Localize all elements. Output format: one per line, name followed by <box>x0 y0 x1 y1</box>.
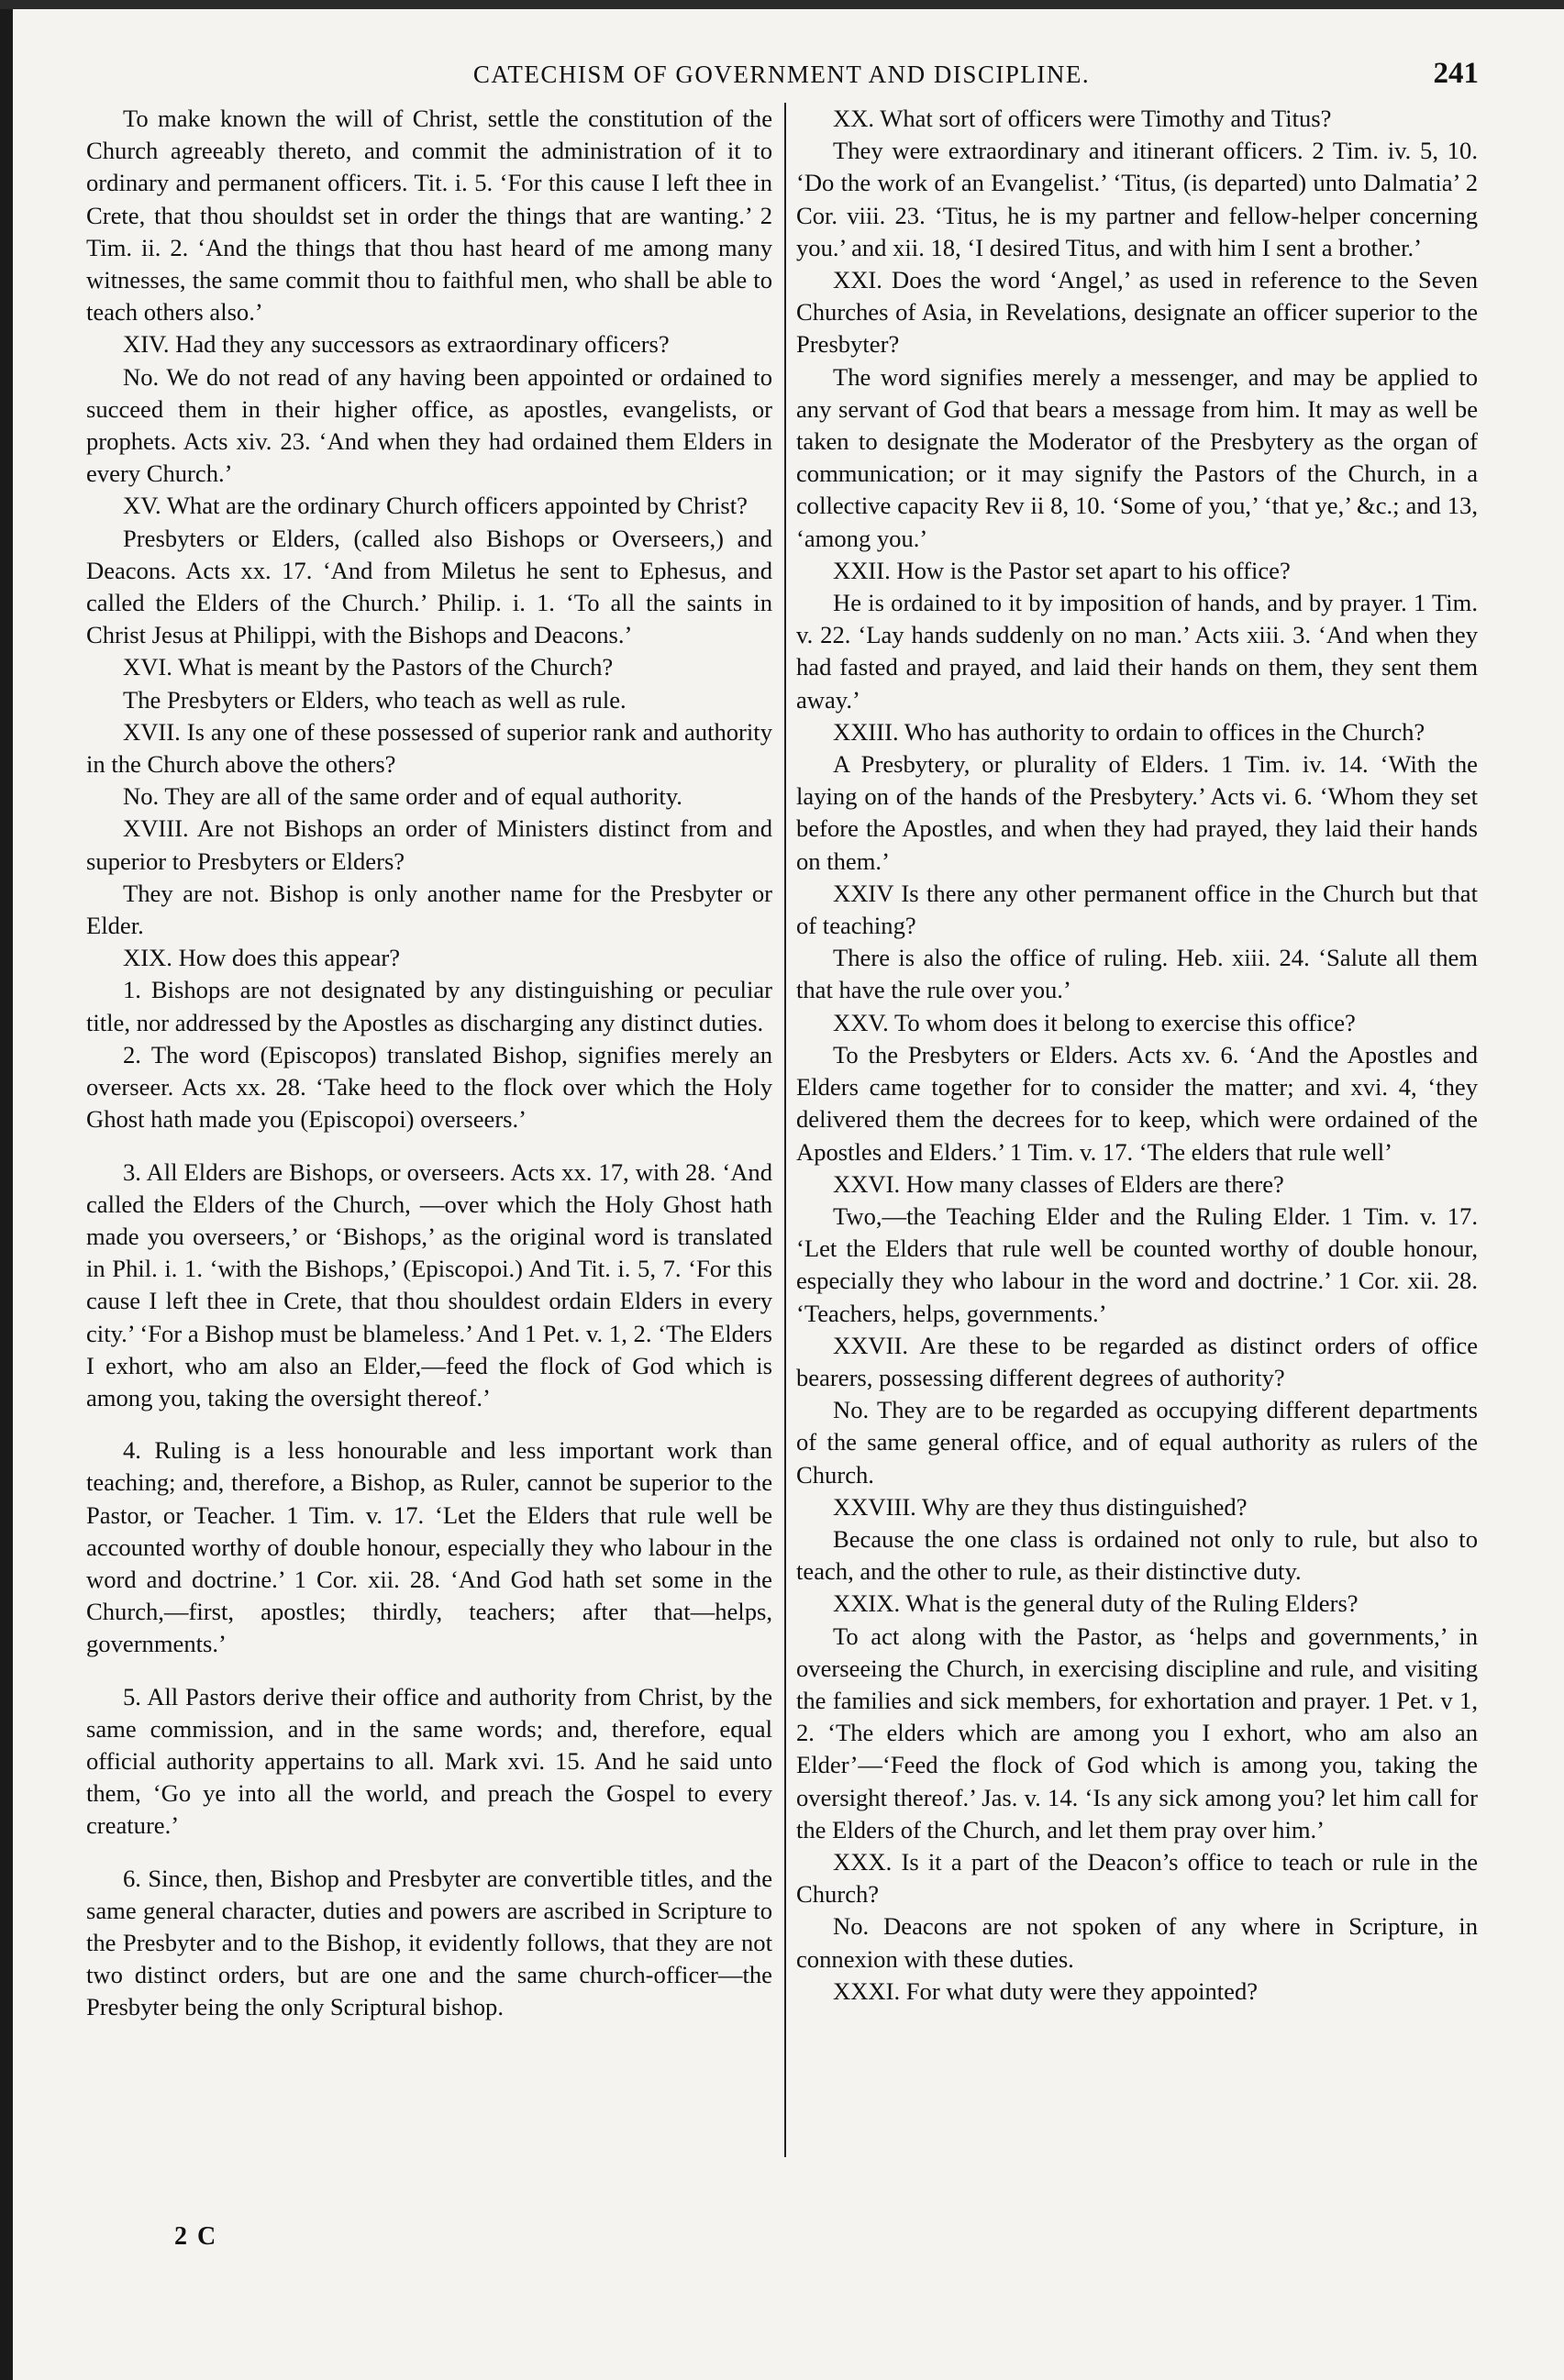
question: XX. What sort of officers were Timothy and Titus? <box>833 105 1332 132</box>
answer: A Presbytery, or plurality of Elders. 1 Tim. iv. 14. ‘With the laying on of the hands of the Presbytery.’ Acts vi. 6. ‘Whom they set before the Apostles, and when they had prayed, they laid their hands on them.’ <box>796 750 1478 875</box>
question: XXIX. What is the general duty of the Ruling Elders? <box>833 1589 1359 1618</box>
answer: There is also the office of ruling. Heb. xiii. 24. ‘Salute all them that have the rule over you.’ <box>796 944 1478 1004</box>
answer: No. They are to be regarded as occupying different departments of the same general office, and of equal authority as rulers of the Church. <box>796 1396 1478 1489</box>
question: XIX. How does this appear? <box>123 944 401 972</box>
answer: No. They are all of the same order and of equal authority. <box>123 782 682 811</box>
answer: They are not. Bishop is only another name for the Presbyter or Elder. <box>86 879 772 940</box>
question: XXV. To whom does it belong to exercise this office? <box>833 1008 1356 1036</box>
question: XXI. Does the word ‘Angel,’ as used in reference to the Seven Churches of Asia, in Revelations, designate an officer superior to the Presbyter? <box>796 266 1478 359</box>
question: XXVI. How many classes of Elders are there? <box>833 1169 1284 1198</box>
numbered-point: 6. Since, then, Bishop and Presbyter are convertible titles, and the same general character, duties and powers are ascribed in Scripture to the Presbyter and to the Bishop, it evidently follows, that they are not two distinct orders, but are one and the same church-officer—the Presbyter being the only Scriptural bishop. <box>86 1864 772 2021</box>
scan-edge-left <box>0 0 13 2380</box>
question: XVI. What is meant by the Pastors of the Church? <box>123 653 614 681</box>
question: XXIII. Who has authority to ordain to offices in the Church? <box>833 717 1425 746</box>
scan-edge-top <box>0 0 1564 9</box>
answer: He is ordained to it by imposition of hands, and by prayer. 1 Tim. v. 22. ‘Lay hands suddenly on no man.’ Acts xiii. 3. ‘And when they had fasted and prayed, and laid their hands on them, they sent them away.’ <box>796 589 1478 714</box>
answer: The Presbyters or Elders, who teach as well as rule. <box>123 685 627 714</box>
right-column <box>796 103 1478 2008</box>
question: XXVII. Are these to be regarded as distinct orders of office bearers, possessing different degrees of authority? <box>796 1331 1478 1391</box>
question: XVII. Is any one of these possessed of superior rank and authority in the Church above the others? <box>86 717 772 779</box>
paragraph-gap <box>86 1843 772 1863</box>
numbered-point: 5. All Pastors derive their office and authority from Christ, by the same commission, and in the same words; and, therefore, equal official authority appertains to all. Mark xvi. 15. And he said unto them, ‘Go ye into all the world, and preach the Gospel to every creature.’ <box>86 1682 772 1840</box>
running-title: CATECHISM OF GOVERNMENT AND DISCIPLINE. <box>472 61 1091 88</box>
numbered-point: 2. The word (Episcopos) translated Bishop, signifies merely an overseer. Acts xx. 28. ‘Take heed to the flock over which the Holy Ghost hath made you (Episcopoi) overseers.’ <box>86 1040 772 1134</box>
question: XXX. Is it a part of the Deacon’s office to teach or rule in the Church? <box>796 1847 1478 1909</box>
question: XXVIII. Why are they thus distinguished? <box>833 1492 1248 1521</box>
signature-mark: 2 C <box>174 2222 218 2251</box>
paragraph-gap <box>86 1661 772 1681</box>
question: XXXI. For what duty were they appointed? <box>833 1976 1259 2005</box>
answer: The word signifies merely a messenger, and may be applied to any servant of God that bears a message from him. It may as well be taken to designate the Moderator of the Presbytery as the organ of communication; or it may signify the Pastors of the Church, in a collective capacity Rev ii 8, 10. ‘Some of you,’ ‘that ye,’ &c.; and 13, ‘among you.’ <box>796 362 1478 552</box>
answer: No. Deacons are not spoken of any where in Scripture, in connexion with these duties. <box>796 1912 1478 1973</box>
question: XXIV Is there any other permanent office in the Church but that of teaching? <box>796 879 1478 940</box>
running-head <box>84 57 1479 94</box>
numbered-point: 3. All Elders are Bishops, or overseers. Acts xx. 17, with 28. ‘And called the Elders of the Church, —over which the Holy Ghost hath made you overseers,’ or ‘Bishops,’ as the original word is translated in Phil. i. 1. ‘with the Bishops,’ (Episcopoi.) And Tit. i. 5, 7. ‘For this cause I left thee in Crete, that thou shouldest ordain Elders in every city.’ ‘For a Bishop must be blameless.’ And 1 Pet. v. 1, 2. ‘The Elders I exhort, who am also an Elder,—feed the flock of God which is among you, taking the oversight thereof.’ <box>86 1157 772 1411</box>
numbered-point: 1. Bishops are not designated by any distinguishing or peculiar title, nor addressed by the Apostles as discharging any distinct duties. <box>86 976 772 1036</box>
column-divider <box>784 103 786 2157</box>
answer: To the Presbyters or Elders. Acts xv. 6. ‘And the Apostles and Elders came together for to consider the matter; and xvi. 4, ‘they delivered them the decrees for to keep, which were ordained of the Apostles and Elders.’ 1 Tim. v. 17. ‘The elders that rule well’ <box>796 1040 1478 1166</box>
question: XXII. How is the Pastor set apart to his office? <box>833 556 1291 584</box>
question: XV. What are the ordinary Church officers appointed by Christ? <box>123 492 748 520</box>
question: XIV. Had they any successors as extraordinary officers? <box>123 330 670 359</box>
numbered-point: 4. Ruling is a less honourable and less important work than teaching; and, therefore, a Bishop, as Ruler, cannot be superior to the Pastor, or Teacher. 1 Tim. v. 17. ‘Let the Elders that rule well be accounted worthy of double honour, especially they who labour in the word and doctrine.’ 1 Cor. xii. 28. ‘And God hath set some in the Church,—first, apostles; thirdly, teachers; after that—helps, governments.’ <box>86 1436 772 1658</box>
answer: Presbyters or Elders, (called also Bishops or Overseers,) and Deacons. Acts xx. 17. ‘And from Miletus he sent to Ephesus, and called the Elders of the Church.’ Philip. i. 1. ‘To all the saints in Christ Jesus at Philippi, with the Bishops and Deacons.’ <box>86 524 772 649</box>
paragraph: To make known the will of Christ, settle the constitution of the Church agreeably thereto, and commit the administration of it to ordinary and permanent officers. Tit. i. 5. ‘For this cause I left thee in Crete, that thou shouldst set in order the things that are wanting.’ 2 Tim. ii. 2. ‘And the things that thou hast heard of me among many witnesses, the same commit thou to faithful men, who shall be able to teach others also.’ <box>86 105 772 327</box>
answer: To act along with the Pastor, as ‘helps and governments,’ in overseeing the Church, in exercising discipline and rule, and visiting the families and sick members, for exhortation and prayer. 1 Pet. v 1, 2. ‘The elders which are among you I exhort, who am also an Elder’—‘Feed the flock of God which is among you, taking the oversight thereof.’ Jas. v. 14. ‘Is any sick among you? let him call for the Elders of the Church, and let them pray over him.’ <box>796 1622 1478 1843</box>
answer: They were extraordinary and itinerant officers. 2 Tim. iv. 5, 10. ‘Do the work of an Evangelist.’ ‘Titus, (is departed) unto Dalmatia’ 2 Cor. viii. 23. ‘Titus, he is my partner and fellow-helper concerning you.’ and xii. 18, ‘I desired Titus, and with him I sent a brother.’ <box>796 137 1478 261</box>
answer: Because the one class is ordained not only to rule, but also to teach, and the other to rule, as their distinctive duty. <box>796 1524 1478 1586</box>
question: XVIII. Are not Bishops an order of Ministers distinct from and superior to Presbyters or Elders? <box>86 814 772 875</box>
left-column <box>86 103 772 2024</box>
answer: No. We do not read of any having been appointed or ordained to succeed them in their higher office, as apostles, evangelists, or prophets. Acts xiv. 23. ‘And when they had ordained them Elders in every Church.’ <box>86 362 772 488</box>
answer: Two,—the Teaching Elder and the Ruling Elder. 1 Tim. v. 17. ‘Let the Elders that rule well be counted worthy of double honour, especially they who labour in the word and doctrine.’ 1 Cor. xii. 28. ‘Teachers, helps, governments.’ <box>796 1201 1478 1327</box>
paragraph-gap <box>86 1414 772 1434</box>
paragraph-gap <box>86 1136 772 1157</box>
page-number: 241 <box>1433 57 1479 90</box>
